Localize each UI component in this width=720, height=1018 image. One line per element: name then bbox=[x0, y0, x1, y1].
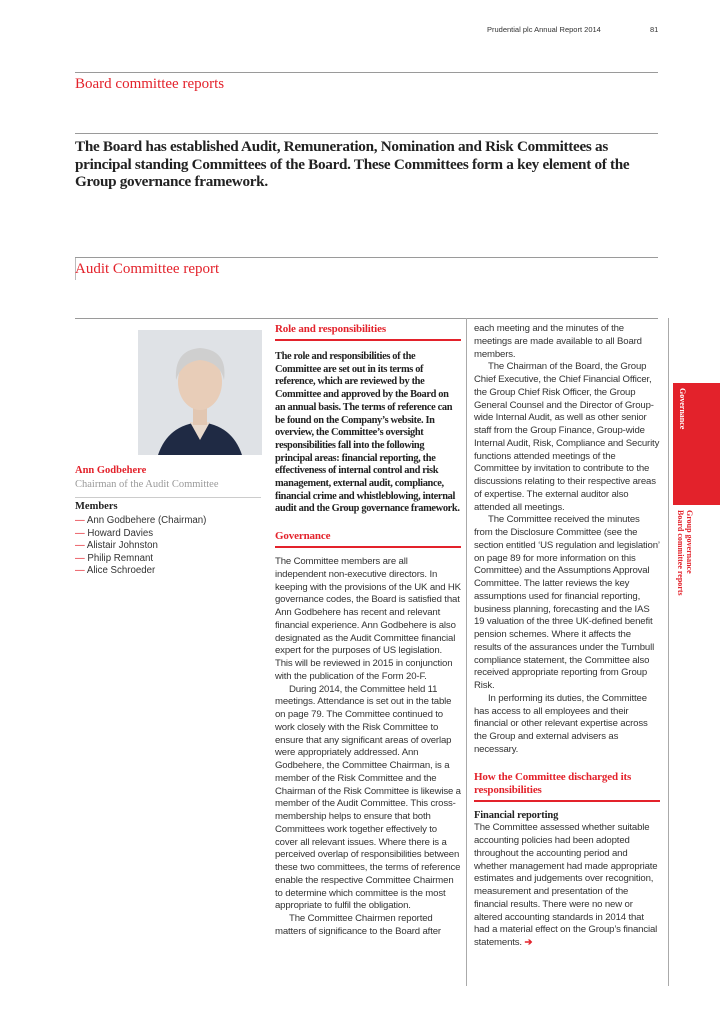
paragraph: In performing its duties, the Committee has access to all employees and their financial or other relevant expertise across the Group and external advisers as necessary. bbox=[474, 692, 648, 755]
divider bbox=[75, 72, 658, 73]
paragraph: The Committee Chairmen reported matters of significance to the Board after bbox=[275, 913, 441, 937]
report-title: Audit Committee report bbox=[75, 261, 220, 277]
paragraph: The Committee received the minutes from the Disclosure Committee (see the section entitled ‘US regulation and legislation’ on page 89 for more information on this Committee) and the Assumptions Approval Committee. The latter reviews the key assumptions used for financial reporting, business planning, forecasting and the IAS 19 valuation of the three UK-defined benefit pension schemes. Where it affects the results of the assurances under the Turnbull compliance statement, the Committee also received appropriate reporting from Group Risk. bbox=[474, 514, 660, 691]
divider bbox=[75, 318, 658, 319]
side-subsection-labels bbox=[674, 510, 694, 596]
chair-name: Ann Godbehere bbox=[75, 465, 147, 476]
members-list bbox=[75, 515, 206, 578]
divider bbox=[75, 497, 261, 498]
column-right bbox=[474, 323, 660, 950]
section-title: Board committee reports bbox=[75, 76, 225, 92]
arrow-right-icon[interactable]: ➔ bbox=[524, 937, 533, 948]
side-sub2: Board committee reports bbox=[676, 510, 685, 596]
governance-heading: Governance bbox=[275, 530, 461, 548]
column-divider bbox=[668, 318, 669, 986]
divider bbox=[75, 257, 658, 258]
role-heading: Role and responsibilities bbox=[275, 323, 461, 341]
financial-reporting-text: The Committee assessed whether suitable accounting policies had been adopted throughout the accounting period and whether management had made appropriate estimates and judgements over recognition, measurement and presentation of the financial results. There were no new or altered accounting standards in 2014 that had a material effect on the Group’s financial statements. bbox=[474, 822, 658, 948]
member-item: — Alistair Johnston bbox=[75, 540, 206, 553]
chair-role: Chairman of the Audit Committee bbox=[75, 479, 219, 490]
side-tab-label: Governance bbox=[678, 388, 687, 430]
member-item: — Philip Remnant bbox=[75, 553, 206, 566]
financial-reporting-heading: Financial reporting bbox=[474, 809, 559, 821]
member-item: — Howard Davies bbox=[75, 528, 206, 541]
intro-statement: The Board has established Audit, Remuneration, Nomination and Risk Committees as principal standing Committees of the Board. These Committees form a key element of the Group governance framework. bbox=[75, 138, 630, 190]
paragraph: The Committee members are all independent non-executive directors. In keeping with the provisions of the UK and HK governance codes, the Board is satisfied that Ann Godbehere has recent and relevant financial experience. Ann Godbehere is also designated as the Audit Committee financial expert for the purposes of US legislation. This will be reviewed in 2015 in conjunction with the publication of the Form 20-F. bbox=[275, 556, 461, 682]
column-divider bbox=[466, 318, 467, 986]
member-item: — Alice Schroeder bbox=[75, 565, 206, 578]
paragraph: each meeting and the minutes of the meetings are made available to all Board members. bbox=[474, 323, 642, 360]
column-middle bbox=[275, 323, 461, 939]
discharge-heading: How the Committee discharged its responsibilities bbox=[474, 771, 660, 802]
role-lead: The role and responsibilities of the Committee are set out in its terms of reference, which are reviewed by the Committee and approved by the Board on an annual basis. The terms of reference can be found on the Company’s website. In overview, the Committee’s oversight responsibilities fall into the following principal areas: financial reporting, the effectiveness of internal control and risk management, external audit, compliance, financial crime and whistleblowing, internal audit and the Group governance framework. bbox=[275, 351, 460, 515]
page-number: 81 bbox=[650, 25, 659, 34]
members-heading: Members bbox=[75, 501, 118, 512]
paragraph bbox=[474, 822, 660, 950]
divider bbox=[75, 133, 658, 134]
member-item: — Ann Godbehere (Chairman) bbox=[75, 515, 206, 528]
paragraph: During 2014, the Committee held 11 meetings. Attendance is set out in the table on page 79. The Committee continued to work closely with the Risk Committee to ensure that any significant areas of overlap were appropriately addressed. Ann Godbehere, the Committee Chairman, is a member of the Risk Committee and the Chairman of the Risk Committee is likewise a member of the Audit Committee. This cross-membership helps to ensure that both Committees work together effectively to cover all relevant issues. Where there is a perceived overlap of responsibilities between these two committees, the terms of reference enable the respective Committee Chairmen to determine which committee is the most appropriate to fulfil the obligation. bbox=[275, 683, 461, 912]
paragraph: The Chairman of the Board, the Group Chief Executive, the Chief Financial Officer, the Group Chief Risk Officer, the Group General Counsel and the Director of Group-wide Internal Audit, as well as other senior staff from the Group Finance, Group-wide Internal Audit, Risk, Compliance and Security functions attended meetings of the Committee by invitation to contribute to the discussions relating to their respective areas of expertise. The external auditor also attended all meetings. bbox=[474, 361, 660, 513]
publication-header: Prudential plc Annual Report 2014 bbox=[487, 25, 601, 34]
side-tab-governance[interactable] bbox=[673, 383, 720, 505]
chair-photo bbox=[138, 330, 262, 455]
side-sub1: Group governance bbox=[685, 510, 694, 574]
